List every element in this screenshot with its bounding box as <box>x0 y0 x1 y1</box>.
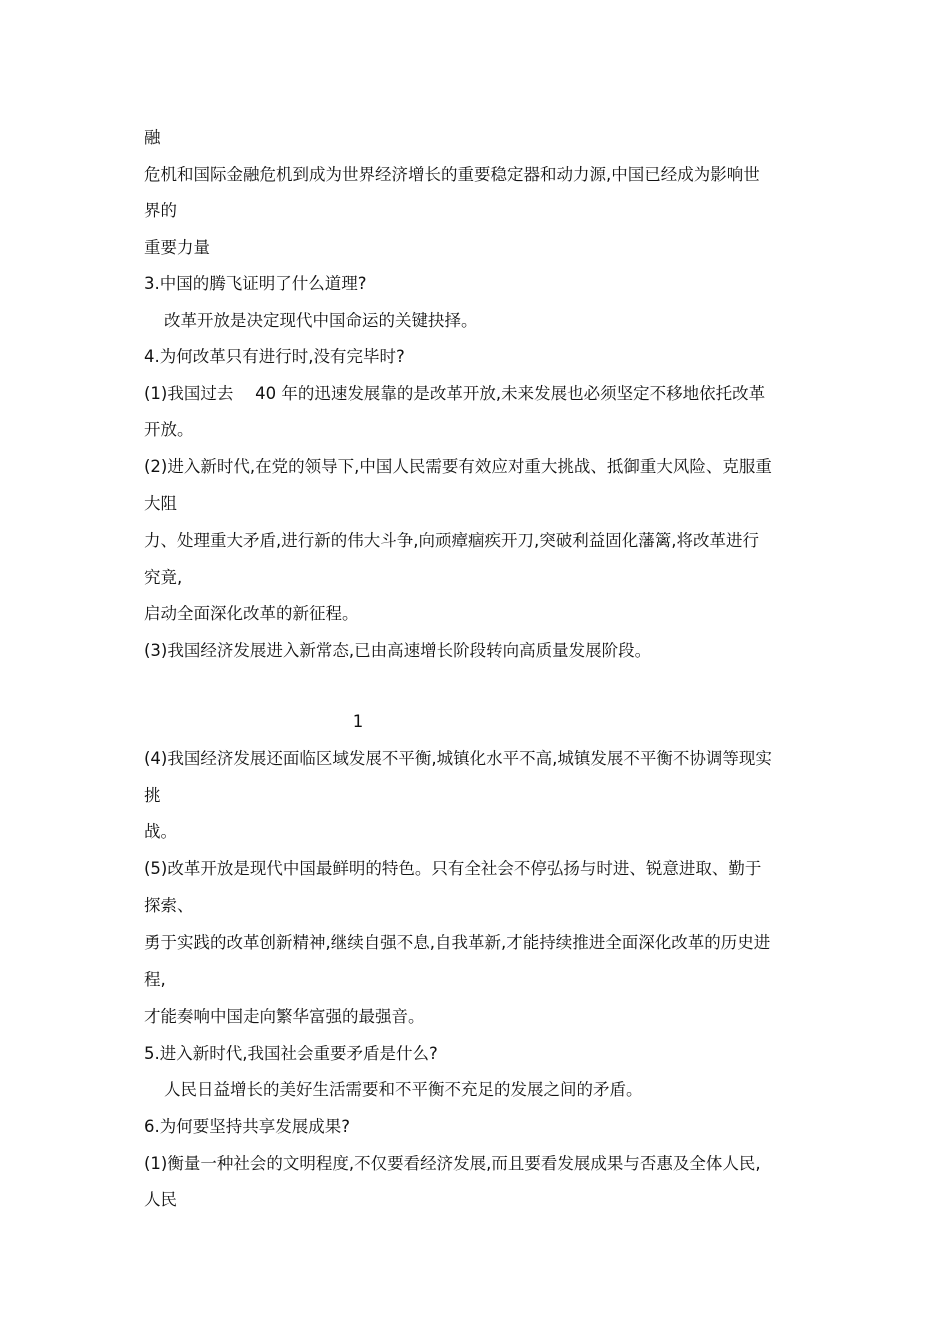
text-line: 界的 <box>144 201 177 220</box>
text-line: (2)进入新时代,在党的领导下,中国人民需要有效应对重大挑战、抵御重大风险、克服重 <box>144 457 772 476</box>
text-line: (1)衡量一种社会的文明程度,不仅要看经济发展,而且要看发展成果与否惠及全体人民, <box>144 1154 761 1173</box>
question-heading: 3.中国的腾飞证明了什么道理? <box>144 274 367 293</box>
text-line: 探索、 <box>144 896 194 915</box>
text-line: 开放。 <box>144 420 194 439</box>
text-line: 启动全面深化改革的新征程。 <box>144 604 359 623</box>
text-line: 挑 <box>144 786 161 805</box>
answer-line: 改革开放是决定现代中国命运的关键抉择。 <box>164 311 478 330</box>
text-line: 大阻 <box>144 494 177 513</box>
text-line: (1)我国过去 40 年的迅速发展靠的是改革开放,未来发展也必须坚定不移地依托改革 <box>144 384 766 403</box>
text-line: 融 <box>144 128 161 147</box>
page-number: 1 <box>352 712 364 731</box>
question-heading: 6.为何要坚持共享发展成果? <box>144 1117 351 1136</box>
text-line: 重要力量 <box>144 238 210 257</box>
question-heading: 4.为何改革只有进行时,没有完毕时? <box>144 347 405 366</box>
text-line: 危机和国际金融危机到成为世界经济增长的重要稳定器和动力源,中国已经成为影响世 <box>144 165 760 184</box>
text-line: (5)改革开放是现代中国最鲜明的特色。只有全社会不停弘扬与时进、锐意进取、勤于 <box>144 859 762 878</box>
answer-line: 人民日益增长的美好生活需要和不平衡不充足的发展之间的矛盾。 <box>164 1080 643 1099</box>
text-line: (4)我国经济发展还面临区域发展不平衡,城镇化水平不高,城镇发展不平衡不协调等现实 <box>144 749 772 768</box>
text-line: 人民 <box>144 1190 177 1209</box>
text-line: 究竟, <box>144 568 183 587</box>
text-line: 力、处理重大矛盾,进行新的伟大斗争,向顽瘴痼疾开刀,突破利益固化藩篱,将改革进行 <box>144 531 759 550</box>
question-heading: 5.进入新时代,我国社会重要矛盾是什么? <box>144 1044 438 1063</box>
text-line: 程, <box>144 970 166 989</box>
text-line: 勇于实践的改革创新精神,继续自强不息,自我革新,才能持续推进全面深化改革的历史进 <box>144 933 771 952</box>
text-line: (3)我国经济发展进入新常态,已由高速增长阶段转向高质量发展阶段。 <box>144 641 652 660</box>
text-line: 才能奏响中国走向繁华富强的最强音。 <box>144 1007 425 1026</box>
text-line: 战。 <box>144 822 177 841</box>
